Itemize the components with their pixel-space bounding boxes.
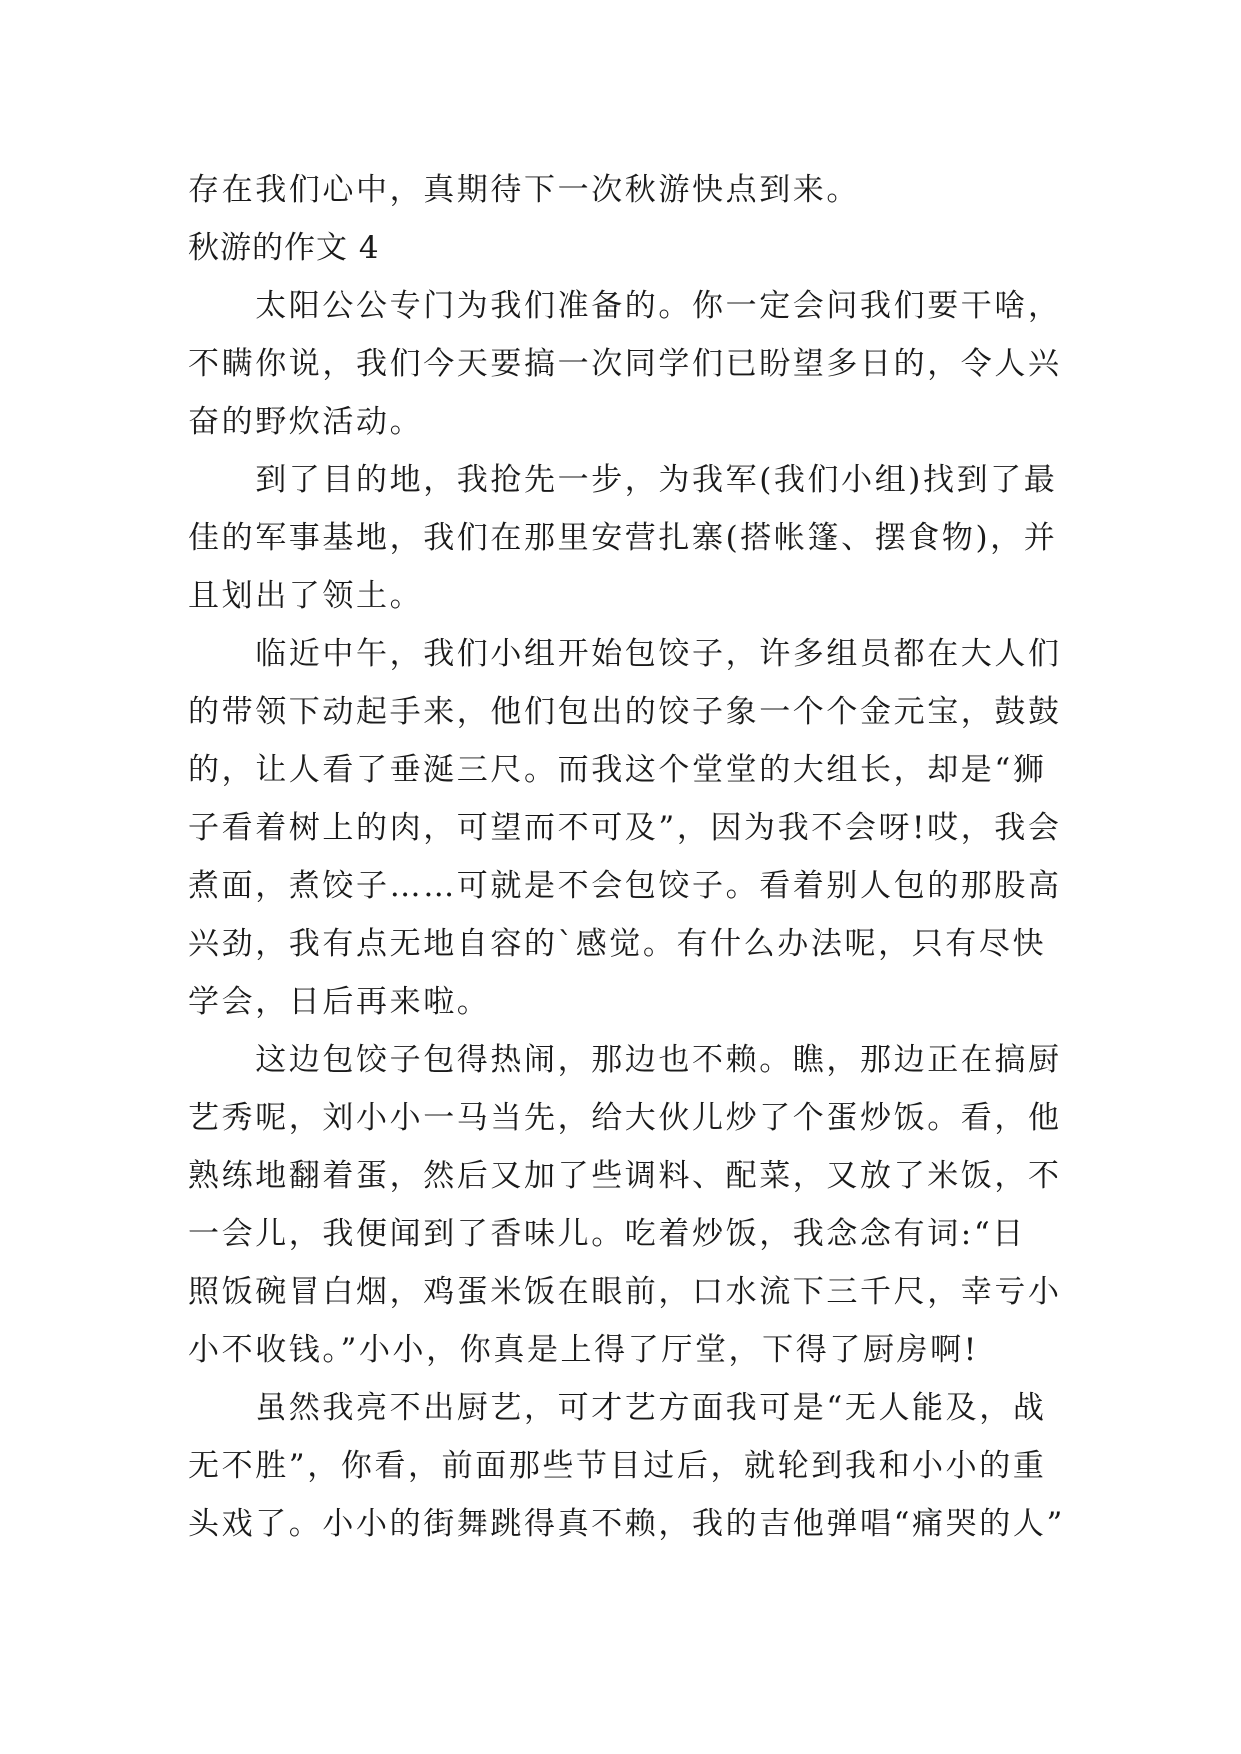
text-line: 小不收钱。”小小，你真是上得了厅堂，下得了厨房啊! (188, 1332, 979, 1368)
text-line: 虽然我亮不出厨艺，可才艺方面我可是“无人能及，战 (188, 1390, 1047, 1426)
text-line: 奋的野炊活动。 (188, 404, 424, 440)
text-line: 且划出了领土。 (188, 578, 424, 614)
text-line: 头戏了。小小的街舞跳得真不赖，我的吉他弹唱“痛哭的人” (188, 1506, 1065, 1542)
text-line: 到了目的地，我抢先一步，为我军(我们小组)找到了最 (188, 462, 1058, 498)
text-line: 这边包饺子包得热闹，那边也不赖。瞧，那边正在搞厨 (188, 1042, 1062, 1078)
text-line: 学会，日后再来啦。 (188, 984, 491, 1020)
text-line: 照饭碗冒白烟，鸡蛋米饭在眼前，口水流下三千尺，幸亏小 (188, 1274, 1062, 1310)
text-line: 佳的军事基地，我们在那里安营扎寨(搭帐篷、摆食物)，并 (188, 520, 1058, 556)
text-line: 存在我们心中，真期待下一次秋游快点到来。 (188, 172, 860, 208)
text-line: 兴劲，我有点无地自容的`感觉。有什么办法呢，只有尽快 (188, 926, 1047, 962)
section-title: 秋游的作文 4 (188, 230, 380, 266)
text-line: 的，让人看了垂涎三尺。而我这个堂堂的大组长，却是“狮 (188, 752, 1047, 788)
text-line: 的带领下动起手来，他们包出的饺子象一个个金元宝，鼓鼓 (188, 694, 1062, 730)
text-line: 无不胜”，你看，前面那些节目过后，就轮到我和小小的重 (188, 1448, 1047, 1484)
text-line: 临近中午，我们小组开始包饺子，许多组员都在大人们 (188, 636, 1062, 672)
text-line: 子看着树上的肉，可望而不可及”，因为我不会呀!哎，我会 (188, 810, 1062, 846)
text-line: 不瞒你说，我们今天要搞一次同学们已盼望多日的，令人兴 (188, 346, 1062, 382)
text-line: 一会儿，我便闻到了香味儿。吃着炒饭，我念念有词:“日 (188, 1216, 1026, 1252)
text-line: 艺秀呢，刘小小一马当先，给大伙儿炒了个蛋炒饭。看，他 (188, 1100, 1062, 1136)
text-line: 熟练地翻着蛋，然后又加了些调料、配菜，又放了米饭，不 (188, 1158, 1062, 1194)
text-line: 煮面，煮饺子……可就是不会包饺子。看着别人包的那股高 (188, 868, 1062, 904)
text-line: 太阳公公专门为我们准备的。你一定会问我们要干啥， (188, 288, 1062, 324)
